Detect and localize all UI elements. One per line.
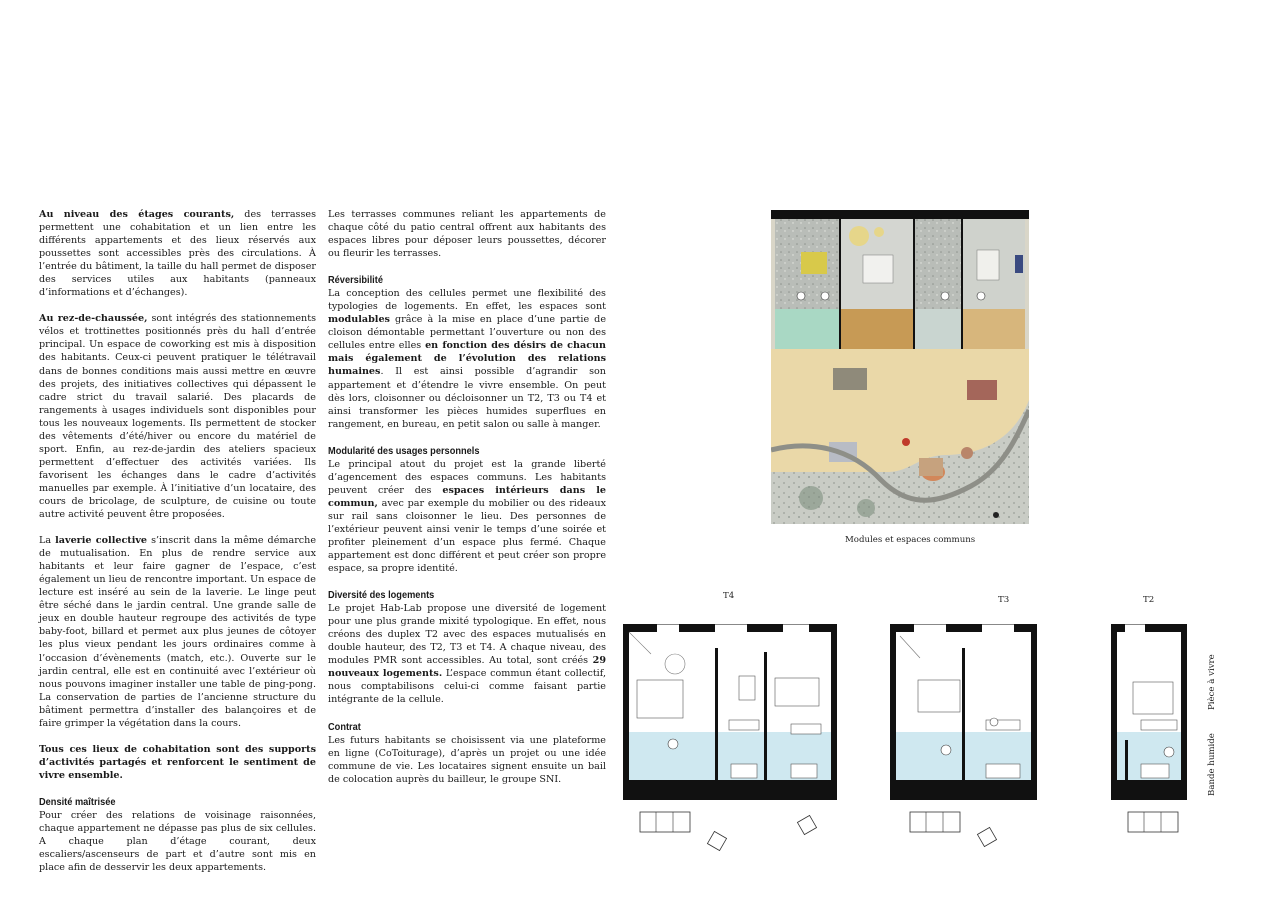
heading-contrat: Contrat bbox=[328, 720, 361, 733]
zone-label-piece-a-vivre: Pièce à vivre bbox=[1207, 654, 1217, 710]
heading-reversibilite: Réversibilité bbox=[328, 274, 383, 287]
text: s’inscrit dans la même démarche de mutualisation. En plus de rendre service aux habitants et leur faire gagner de l’espace, c’est également un lieu de rencontre important. Un espace de lecture est inséré au sein de la laverie. Le linge peut être séché dans le jardin central. Une grande salle de jeux en double hauteur regroupe des activités de type baby-foot, billard et permet aux plus jeunes de côtoyer les plus vieux pendant les jours ordinaires comme à l’occasion d’évènements (match, etc.). Ouverte sur le jardin central, elle est en continuité avec l’extérieur où nous pouvons imaginer installer une table de ping-pong. La conservation de parties de l’ancienne structure du bâtiment permettra d’installer des balançoires et de faire grimper la végétation dans la cours. bbox=[39, 535, 317, 729]
floor-plan-t3 bbox=[890, 624, 1037, 800]
text-column-left bbox=[39, 208, 316, 887]
terrace-furniture-t3 bbox=[906, 808, 1006, 856]
text: des terrasses permettent une cohabitation et un lien entre les différents appartements et des lieux réservés aux poussettes sont accessibles près des circulations. À l’entrée du bâtiment, la taille du hall permet de disposer des services utiles aux habitants (panneaux d’informations et d’échanges). bbox=[39, 209, 316, 299]
text: Le principal atout du projet est la grande liberté d’agencement des espaces communs. Les habitants peuvent créer des bbox=[328, 458, 606, 496]
bold-desirs: en fonction des désirs de chacun mais également de l’évolution des relations humaines bbox=[328, 340, 606, 378]
text: . Il est ainsi possible d’agrandir son appartement et d’étendre le vivre ensemble. On peut dès lors, cloisonner ou décloisonner un T2, T3 ou T4 et ainsi transformer les pièces humides superflues en rangement, en bureau, en petit salon ou salle à manger. bbox=[328, 366, 606, 430]
plan-label-t3: T3 bbox=[998, 595, 1010, 605]
common-spaces-render bbox=[771, 210, 1029, 524]
figure-caption: Modules et espaces communs bbox=[845, 535, 976, 545]
heading-diversite: Diversité des logements bbox=[328, 589, 435, 602]
paragraph-etages-courants bbox=[39, 208, 316, 299]
cell-3 bbox=[915, 219, 961, 309]
text-column-middle bbox=[328, 208, 606, 799]
paragraph-rez-de-chaussee bbox=[39, 312, 316, 521]
paragraph-contrat: Les futurs habitants se choisissent via une plateforme en ligne (CoToiturage), d’après un projet ou une idée commune de vie. Les locataires signent ensuite un bail de colocation auprès du bailleur, le groupe SNI. bbox=[328, 734, 606, 785]
paragraph-laverie bbox=[39, 534, 316, 730]
wall-top bbox=[771, 210, 1029, 219]
paragraph-diversite bbox=[328, 602, 606, 706]
paragraph-terrasses: Les terrasses communes reliant les appartements de chaque côté du patio central offrent aux habitants des espaces libres pour déposer leurs poussettes, décorer ou fleurir les terrasses. bbox=[328, 209, 606, 260]
bold-modulables: modulables bbox=[328, 314, 390, 326]
plan-label-t2: T2 bbox=[1143, 595, 1155, 605]
bold-29-logements: 29 nouveaux logements. bbox=[328, 655, 606, 680]
heading-modularite: Modularité des usages personnels bbox=[328, 444, 480, 457]
paragraph-lieux-cohabitation: Tous ces lieux de cohabitation sont des supports d’activités partagés et renforcent le sentiment de vivre ensemble. bbox=[39, 743, 316, 781]
paragraph-reversibilite bbox=[328, 287, 606, 431]
terrace-furniture bbox=[636, 808, 836, 856]
paragraph-modularite bbox=[328, 458, 606, 575]
bold-laverie: laverie collective bbox=[55, 535, 148, 547]
text: La bbox=[39, 535, 56, 547]
paragraph-densite: Pour créer des relations de voisinage raisonnées, chaque appartement ne dépasse pas plus de six cellules. A chaque plan d’étage courant, deux escaliers/ascenseurs de part et d’autre sont mis en place afin de desservir les deux appartements. bbox=[39, 809, 316, 874]
text: Le projet Hab-Lab propose une diversité de logement pour une plus grande mixité typologique. En effet, nous créons des duplex T2 avec des espaces mutualisés en double hauteur, des T2, T3 et T4. A chaque niveau, des modules PMR sont accessibles. Au total, sont créés bbox=[328, 603, 606, 667]
zone-label-bande-humide: Bande humide bbox=[1207, 733, 1217, 796]
floor-plan-t4 bbox=[623, 624, 837, 800]
heading-densite: Densité maîtrisée bbox=[39, 795, 116, 808]
text: sont intégrés des stationnements vélos et trottinettes positionnés près du hall d’entrée principal. Un espace de coworking est mis à disposition des habitants. Ceux-ci peuvent pratiquer le télétravail dans de bonnes conditions mais aussi mettre en œuvre des projets, des initiatives collectives qui dépassent le cadre strict du travail salarié. Des placards de rangements à usages individuels sont disponibles pour tous les nouveaux logements. Ils permettent de stocker des vêtements d’été/hiver ou encore du matériel de sport. Enfin, au rez-de-jardin des ateliers spacieux permettent d’effectuer des activités variées. Ils favorisent les échanges dans le cadre d’activités manuelles par exemple. À l’initiative d’un locataire, des cours de bricolage, de sculpture, de cuisine ou toute autre activité peuvent être proposées. bbox=[39, 313, 317, 521]
text: La conception des cellules permet une flexibilité des typologies de logements. En effet, les espaces sont bbox=[328, 288, 606, 313]
plan-label-t4: T4 bbox=[723, 591, 735, 601]
bold-espaces-interieurs: espaces intérieurs dans le commun, bbox=[328, 484, 606, 509]
lead-rez-de-chaussee: Au rez-de-chaussée, bbox=[39, 313, 148, 325]
floor-plan-t2 bbox=[1111, 624, 1187, 800]
terrace-furniture-t2 bbox=[1124, 808, 1194, 838]
lead-etages-courants: Au niveau des étages courants, bbox=[39, 209, 235, 220]
text: grâce à la mise en place d’une partie de cloison démontable permettant l’ouverture ou non des cellules entre elles bbox=[328, 314, 606, 352]
text: avec par exemple du mobilier ou des rideaux sur rail sans cloisonner le lieu. Des personnes de l’extérieur peuvent ainsi venir le temps d’une soirée et profiter pleinement d’un espace plus fermé. Chaque appartement est donc différent et peut créer son propre espace, sa propre identité. bbox=[328, 497, 606, 575]
text: L’espace commun étant collectif, nous comptabilisons celui-ci comme faisant partie intégrante de la cellule. bbox=[328, 668, 606, 706]
